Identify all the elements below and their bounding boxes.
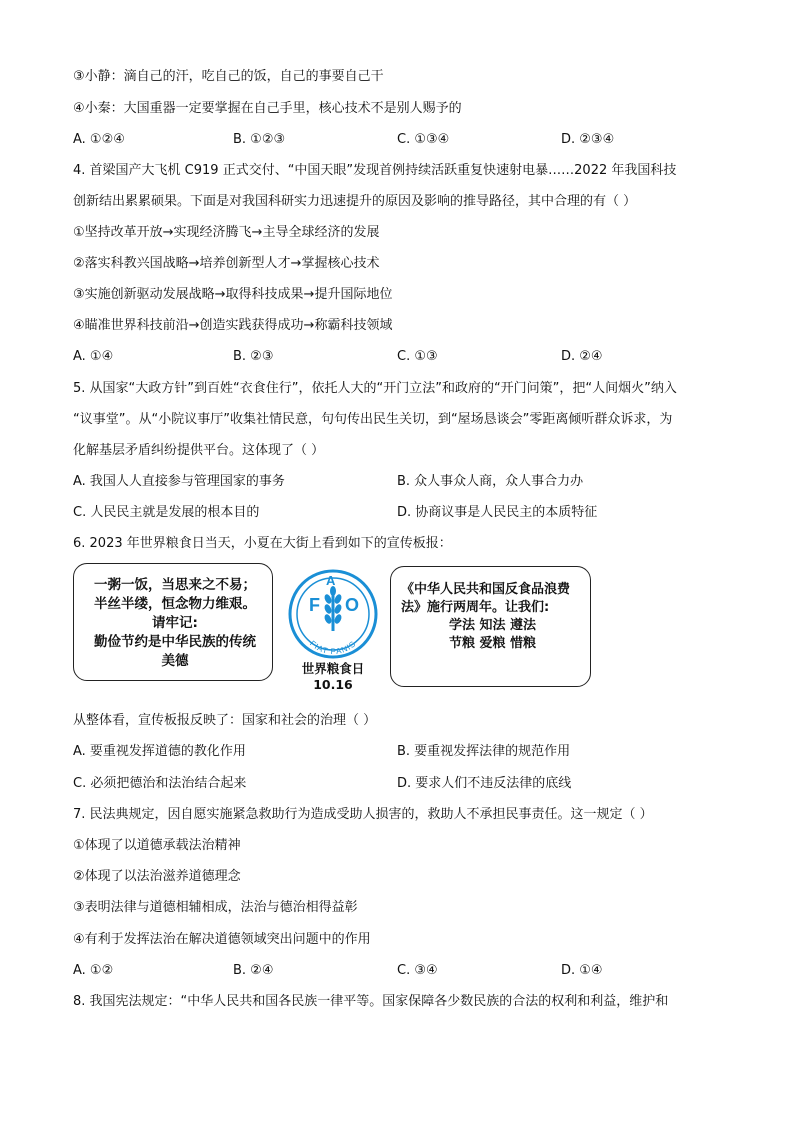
q5-stem-line-3: 化解基层矛盾纠纷提供平台。这体现了（ ） <box>73 443 325 458</box>
q6-option-d: D. 要求人们不违反法律的底线 <box>397 776 572 791</box>
q5-stem-line-2: “议事堂”。从“小院议事厅”收集社情民意，句句传出民生关切，到“屋场恳谈会”零距离倾听群众诉求，为 <box>73 412 673 427</box>
poster-left-box <box>73 563 273 681</box>
poster-left-line-1: 一粥一饭，当思来之不易； <box>94 577 256 593</box>
q4-statement-4: ④瞄准世界科技前沿→创造实践获得成功→称霸科技领域 <box>73 318 393 333</box>
q7-option-b: B. ②④ <box>233 963 274 978</box>
q6-option-b: B. 要重视发挥法律的规范作用 <box>397 744 571 759</box>
q6-stem: 6. 2023 年世界粮食日当天，小夏在大街上看到如下的宣传板报： <box>73 536 452 551</box>
poster-right-line-1: 《中华人民共和国反食品浪费 <box>401 582 571 597</box>
fao-motto: FIAT PANIS <box>308 638 358 657</box>
q5-options-row-2 <box>73 503 733 523</box>
fao-letter-f: F <box>309 595 320 615</box>
q7-stem: 7. 民法典规定，因自愿实施紧急救助行为造成受助人损害的，救助人不承担民事责任。这一规定（ ） <box>73 807 653 822</box>
fao-logo-icon <box>288 569 378 659</box>
q5-options-row-1 <box>73 472 733 492</box>
q4-option-a: A. ①④ <box>73 349 114 364</box>
q5-option-a: A. 我国人人直接参与管理国家的事务 <box>73 474 285 489</box>
q7-option-c: C. ③④ <box>397 963 438 978</box>
q3-options <box>73 130 733 150</box>
q6-question: 从整体看，宣传板报反映了：国家和社会的治理（ ） <box>73 713 377 728</box>
q5-option-d: D. 协商议事是人民民主的本质特征 <box>397 505 598 520</box>
q7-statement-3: ③表明法律与道德相辅相成，法治与德治相得益彰 <box>73 900 358 915</box>
q7-option-a: A. ①② <box>73 963 114 978</box>
poster-right-box <box>390 566 591 687</box>
q3-option-a: A. ①②④ <box>73 132 125 147</box>
q4-statement-3: ③实施创新驱动发展战略→取得科技成果→提升国际地位 <box>73 287 393 302</box>
q7-statement-4: ④有利于发挥法治在解决道德领域突出问题中的作用 <box>73 932 371 947</box>
q3-statement-4: ④小秦：大国重器一定要掌握在自己手里，核心技术不是别人赐予的 <box>73 101 462 116</box>
fao-letter-o: O <box>345 595 360 615</box>
q4-option-d: D. ②④ <box>561 349 603 364</box>
q4-stem-line-2: 创新结出累累硕果。下面是对我国科研实力迅速提升的原因及影响的推导路径，其中合理的有（ ） <box>73 194 637 209</box>
q4-option-b: B. ②③ <box>233 349 274 364</box>
q6-options-row-1 <box>73 742 733 762</box>
q4-option-c: C. ①③ <box>397 349 438 364</box>
q6-option-a: A. 要重视发挥道德的教化作用 <box>73 744 246 759</box>
q3-statement-3: ③小静：滴自己的汗，吃自己的饭，自己的事要自己干 <box>73 69 384 84</box>
caption-title: 世界粮食日 <box>301 661 365 676</box>
q8-stem-line-1: 8. 我国宪法规定：“中华人民共和国各民族一律平等。国家保障各少数民族的合法的权利和利益，维护和 <box>73 994 669 1009</box>
poster-right-line-4: 节粮 爱粮 惜粮 <box>449 636 537 651</box>
q4-statement-2: ②落实科教兴国战略→培养创新型人才→掌握核心技术 <box>73 256 380 271</box>
q3-option-b: B. ①②③ <box>233 132 286 147</box>
q5-option-b: B. 众人事众人商，众人事合力办 <box>397 474 584 489</box>
q5-stem-line-1: 5. 从国家“大政方针”到百姓“衣食住行”，依托人大的“开门立法”和政府的“开门问策”，把“人间烟火”纳入 <box>73 381 677 396</box>
q7-options <box>73 961 733 981</box>
caption-date: 10.16 <box>313 677 353 692</box>
poster-left-line-4: 勤俭节约是中华民族的传统 <box>94 634 256 650</box>
q3-option-c: C. ①③④ <box>397 132 450 147</box>
q3-option-d: D. ②③④ <box>561 132 615 147</box>
q5-option-c: C. 人民民主就是发展的根本目的 <box>73 505 260 520</box>
poster-left-line-5: 美德 <box>161 653 189 669</box>
poster-left-line-3: 请牢记: <box>152 615 198 631</box>
q7-statement-2: ②体现了以法治滋养道德理念 <box>73 869 241 884</box>
world-food-day-caption <box>288 661 378 693</box>
q4-statement-1: ①坚持改革开放→实现经济腾飞→主导全球经济的发展 <box>73 225 380 240</box>
q4-stem-line-1: 4. 首梁国产大飞机 C919 正式交付、“中国天眼”发现首例持续活跃重复快速射电暴……2022 年我国科技 <box>73 163 677 178</box>
poster-right-line-3: 学法 知法 遵法 <box>449 618 537 633</box>
q6-options-row-2 <box>73 774 733 794</box>
poster-right-line-2: 法》施行两周年。让我们: <box>401 600 550 615</box>
q7-statement-1: ①体现了以道德承载法治精神 <box>73 838 241 853</box>
poster-left-line-2: 半丝半缕，恒念物力维艰。 <box>94 596 256 612</box>
q6-option-c: C. 必须把德治和法治结合起来 <box>73 776 247 791</box>
fao-letter-a: A <box>326 573 336 588</box>
q4-options <box>73 347 733 367</box>
q7-option-d: D. ①④ <box>561 963 603 978</box>
